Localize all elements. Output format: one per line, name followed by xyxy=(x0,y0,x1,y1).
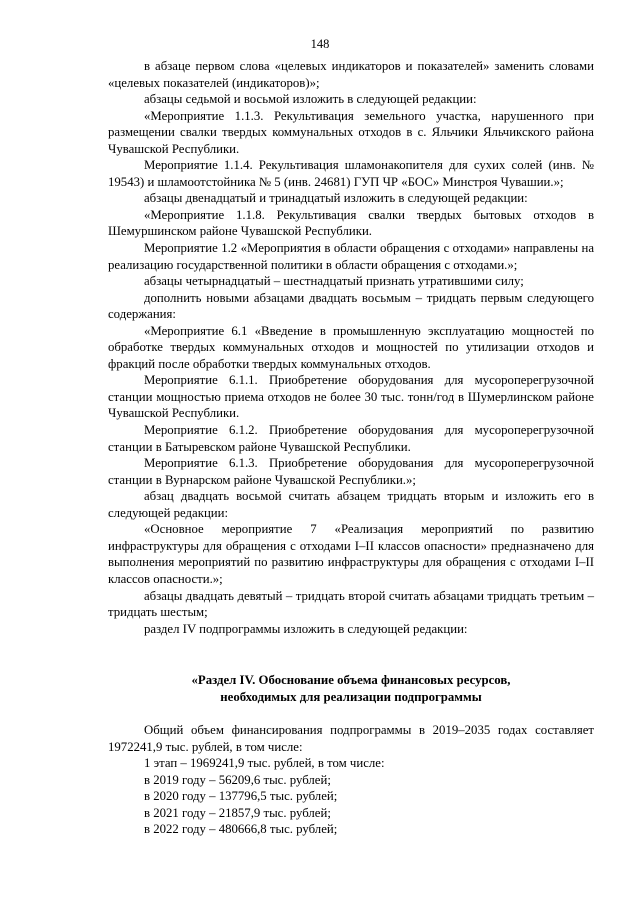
paragraph: абзацы двенадцатый и тринадцатый изложить в следующей редакции: xyxy=(144,191,528,206)
paragraph: 1 этап – 1969241,9 тыс. рублей, в том числе: xyxy=(144,756,385,771)
paragraph: абзац двадцать восьмой считать абзацем тридцать вторым и изложить его в следующей редакции: xyxy=(108,489,594,520)
paragraph: в абзаце первом слова «целевых индикаторов и показателей» заменить словами «целевых показателей (индикаторов)»; xyxy=(108,59,594,90)
amendments-text xyxy=(108,58,594,637)
paragraph: в 2019 году – 56209,6 тыс. рублей; xyxy=(144,772,331,787)
paragraph: абзацы седьмой и восьмой изложить в следующей редакции: xyxy=(144,92,477,107)
page-number: 148 xyxy=(310,37,330,51)
paragraph: Мероприятие 6.1.3. Приобретение оборудования для мусороперегрузочной станции в Вурнарском районе Чувашской Республики.»; xyxy=(108,456,594,487)
paragraph: в 2020 году – 137796,5 тыс. рублей; xyxy=(144,789,338,804)
paragraph: «Мероприятие 1.1.8. Рекультивация свалки твердых бытовых отходов в Шемуршинском районе Чувашской Республики. xyxy=(108,207,594,239)
paragraph: Мероприятие 1.2 «Мероприятия в области обращения с отходами» направлены на реализацию государственной политики в области обращения с отходами.»; xyxy=(108,241,594,272)
section-heading-line: необходимых для реализации подпрограммы xyxy=(220,689,482,704)
paragraph: Общий объем финансирования подпрограммы в 2019–2035 годах составляет 1972241,9 тыс. рублей, в том числе: xyxy=(108,723,594,754)
paragraph: Мероприятие 1.1.4. Рекультивация шламонакопителя для сухих солей (инв. № 19543) и шламоотстойника № 5 (инв. 24681) ГУП ЧР «БОС» Минстроя Чувашии.»; xyxy=(108,158,594,189)
section-heading xyxy=(108,672,594,705)
paragraph: в 2021 году – 21857,9 тыс. рублей; xyxy=(144,805,331,820)
paragraph: Мероприятие 6.1.1. Приобретение оборудования для мусороперегрузочной станции мощностью приема отходов не более 30 тыс. тонн/год в Шумерлинском районе Чувашской Республики. xyxy=(108,373,594,421)
paragraph: в 2022 году – 480666,8 тыс. рублей; xyxy=(144,822,338,837)
paragraph: абзацы четырнадцатый – шестнадцатый признать утратившими силу; xyxy=(144,274,524,289)
paragraph: «Мероприятие 6.1 «Введение в промышленную эксплуатацию мощностей по обработке твердых коммунальных отходов и мощностей по утилизации отходов и фракций после обработки твердых коммунальных отходов. xyxy=(108,323,594,371)
paragraph: абзацы двадцать девятый – тридцать второй считать абзацами тридцать третьим – тридцать шестым; xyxy=(108,588,594,620)
finance-text xyxy=(108,722,594,838)
paragraph: Мероприятие 6.1.2. Приобретение оборудования для мусороперегрузочной станции в Батыревском районе Чувашской Республики. xyxy=(108,423,594,454)
paragraph: раздел IV подпрограммы изложить в следующей редакции: xyxy=(144,621,468,636)
paragraph: «Мероприятие 1.1.3. Рекультивация земельного участка, нарушенного при размещении свалки твердых коммунальных отходов в с. Яльчики Яльчикского района Чувашской Республики. xyxy=(108,108,594,156)
paragraph: дополнить новыми абзацами двадцать восьмым – тридцать первым следующего содержания: xyxy=(108,290,594,322)
section-heading-line: «Раздел IV. Обоснование объема финансовых ресурсов, xyxy=(191,673,511,687)
paragraph: «Основное мероприятие 7 «Реализация мероприятий по развитию инфраструктуры для обращения с отходами I–II классов опасности» предназначено для выполнения мероприятий по развитию инфраструктуры для обращения с отходами I–II классов опасности.»; xyxy=(108,522,594,586)
